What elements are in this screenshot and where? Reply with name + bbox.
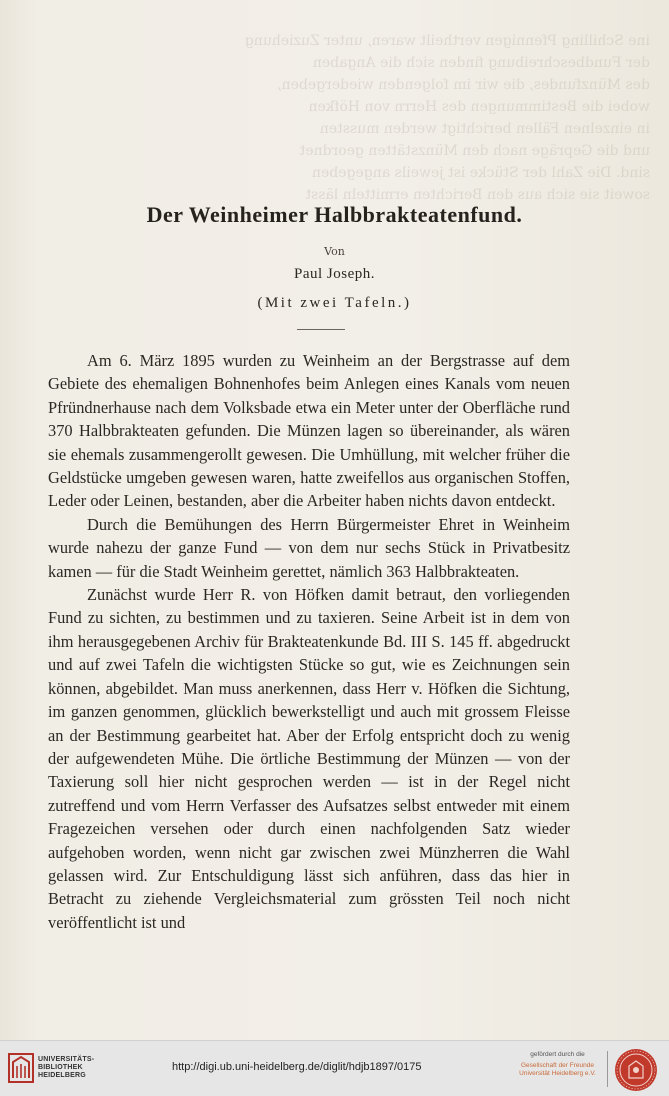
sponsor-label: gefördert durch die xyxy=(530,1051,585,1058)
paragraph-3: Zunächst wurde Herr R. von Höfken damit betraut, den vorliegenden Fund zu sichten, zu bestimmen und zu taxieren. Seine Arbeit ist in dem von ihm herausgegebenen Archiv für Brakteatenkunde Bd. III S. 145 ff. abgedruckt und auf zwei Tafeln die wichtigsten Stücke so gut, wie es Zeichnungen sein können, abgebildet. Man muss anerkennen, dass Herr v. Höfken die Sichtung, im ganzen genommen, glücklich bewerkstelligt und auch mit grossem Fleisse an der Bestimmung gearbeitet hat. Aber der Erfolg entspricht doch zu wenig der aufgewendeten Mühe. Die örtliche Bestimmung der Münzen — von der Taxierung soll hier nicht gesprochen werden — ist in der Regel nicht zutreffend und vom Herrn Verfasser des Aufsatzes selbst entweder mit einem Fragezeichen versehen oder durch einen nachfolgenden Satz wieder aufgehoben worden, wenn nicht gar zwischen zwei Münzherren die Wahl gelassen wird. Zur Entschuldigung lässt sich anführen, dass das hier in Betracht zu ziehende Vergleichsmaterial zum grössten Teil noch nicht veröffentlicht ist und xyxy=(48,585,570,932)
library-name-line: HEIDELBERG xyxy=(38,1072,86,1079)
sponsor-block[interactable] xyxy=(510,1051,605,1078)
show-through-text: ine Schilling Pfennigen vertheilt waren, unter Zuziehung der Fundbeschreibung finden sich die Angaben des Münzfundes, die wir im folgenden wiedergeben, wobei die Bestimmungen des Herrn von Höfken in einzelnen Fällen berichtigt werden mussten und die Gepräge nach den Münzstätten geordnet sind. Die Zahl der Stücke ist jeweils angegeben soweit sie sich aus den Berichten ermitteln lässt xyxy=(244,33,650,203)
sponsor-divider xyxy=(607,1051,608,1087)
sponsor-name-line1: Gesellschaft der Freunde xyxy=(521,1062,594,1069)
article-title: Der Weinheimer Halbbrakteatenfund. xyxy=(146,202,523,227)
paragraph-1: Am 6. März 1895 wurden zu Weinheim an der Bergstrasse auf dem Gebiete des ehemaligen Bohnenhofes beim Anlegen eines Kanals vom neuen Pfründnerhause nach dem Volksbade etwa ein Meter unter der Oberfläche rund 370 Halbbrakteaten gefunden. Die Münzen lagen so übereinander, als wären sie ehemals zusammengerollt gewesen. Die Umhüllung, mit welcher früher die Geldstücke umgeben gewesen waren, hatte zweifellos aus organischen Stoffen, Leder oder Leinen, bestanden, aber die Arbeiter haben nichts davon entdeckt. xyxy=(48,351,570,511)
permalink-url[interactable]: http://digi.ub.uni-heidelberg.de/diglit/hdjb1897/0175 xyxy=(172,1061,422,1073)
article-body xyxy=(48,349,570,934)
author-name: Paul Joseph. xyxy=(294,266,375,282)
byline-prefix: Von xyxy=(324,245,345,258)
paragraph-2: Durch die Bemühungen des Herrn Bürgermeister Ehret in Weinheim wurde nahezu der ganze Fund — von dem nur sechs Stück in Privatbesitz kamen — für die Stadt Weinheim gerettet, nämlich 363 Halbbrakteaten. xyxy=(48,514,570,581)
viewer-footer xyxy=(0,1040,669,1096)
title-divider xyxy=(297,329,345,330)
library-name xyxy=(38,1056,94,1080)
library-name-line: UNIVERSITÄTS- xyxy=(38,1056,95,1063)
article-subtitle: (Mit zwei Tafeln.) xyxy=(257,295,412,311)
library-name-line: BIBLIOTHEK xyxy=(38,1064,83,1071)
sponsor-name-line2: Universität Heidelberg e.V. xyxy=(519,1070,596,1077)
university-library-logo-icon[interactable] xyxy=(8,1053,34,1083)
university-seal-icon[interactable] xyxy=(614,1048,658,1092)
